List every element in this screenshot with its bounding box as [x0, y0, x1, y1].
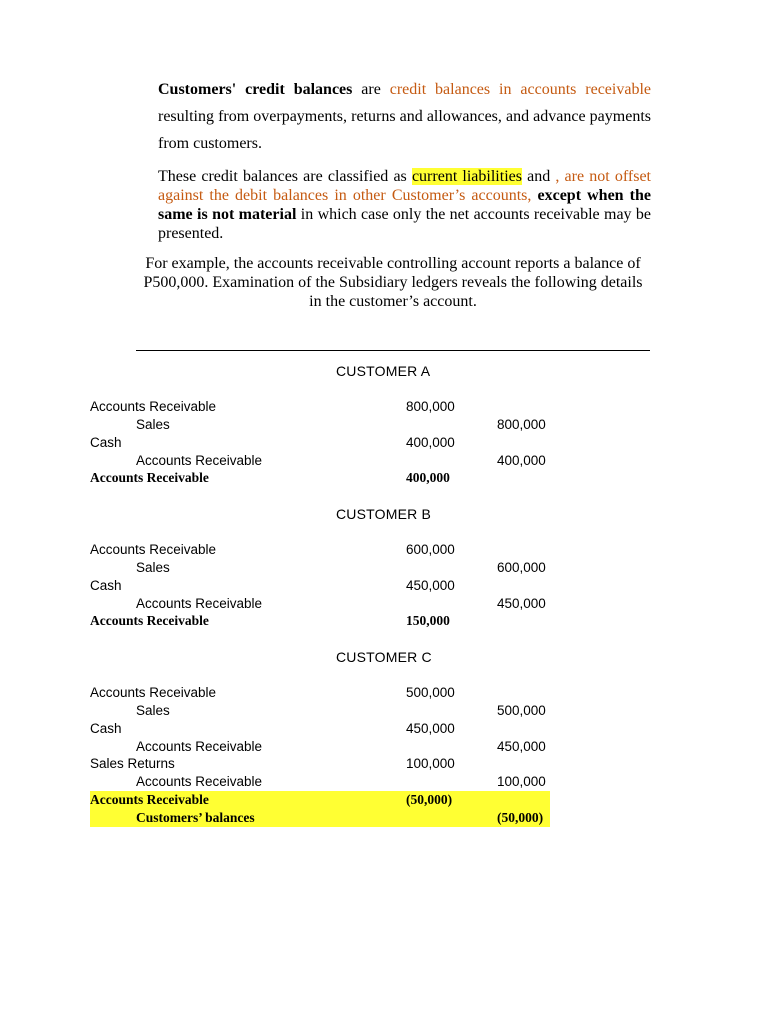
classification-paragraph	[158, 167, 651, 243]
intro-paragraph	[158, 76, 651, 157]
ledger-row	[90, 755, 550, 773]
ledger-row	[90, 720, 550, 738]
not-offset-text: , are not offset against the debit balances in other Customer’s accounts,	[158, 168, 651, 204]
credit-amount: 100,000	[497, 774, 546, 789]
current-liabilities-highlight: current liabilities	[411, 168, 522, 185]
example-paragraph: For example, the accounts receivable controlling account reports a balance of P500,000. Examination of the Subsidiary ledgers reveals the following details in the customer’s account.	[143, 255, 643, 310]
customer-c-heading: CUSTOMER C	[336, 649, 432, 665]
ledger-row	[90, 398, 550, 416]
account-label: Accounts Receivable	[90, 399, 217, 414]
account-label: Accounts Receivable	[136, 774, 263, 789]
ledger-row	[90, 738, 550, 756]
debit-amount: 600,000	[406, 542, 455, 557]
ledger-row	[90, 595, 550, 613]
account-label: Sales	[136, 417, 170, 432]
account-label: Accounts Receivable	[90, 542, 217, 557]
ledger-total-row-highlighted	[90, 791, 550, 809]
account-label: Customers’ balances	[136, 810, 255, 825]
debit-amount: 400,000	[406, 435, 455, 450]
class-except: except when the same is	[158, 187, 652, 223]
customers-balances-row-highlighted	[90, 809, 550, 827]
ledger-total-row	[90, 612, 550, 630]
credit-amount: 450,000	[497, 739, 546, 754]
customer-a-heading: CUSTOMER A	[336, 363, 431, 379]
debit-amount: 400,000	[406, 470, 450, 485]
ledger-row	[90, 559, 550, 577]
account-label: Sales	[136, 560, 170, 575]
account-label: Cash	[90, 435, 122, 450]
account-label: Accounts Receivable	[90, 792, 209, 807]
ledger-total-row	[90, 469, 550, 487]
not-material-text: not material	[212, 206, 297, 223]
ledger-row	[90, 452, 550, 470]
account-label: Cash	[90, 578, 122, 593]
credit-amount: 450,000	[497, 596, 546, 611]
ledger-row	[90, 577, 550, 595]
class-lead: These credit balances are classified as	[158, 168, 412, 185]
intro-connector: are	[352, 81, 390, 98]
account-label: Accounts Receivable	[136, 596, 263, 611]
ledger-row	[90, 684, 550, 702]
account-label: Sales	[136, 703, 170, 718]
ledger-row	[90, 773, 550, 791]
account-label: Accounts Receivable	[90, 470, 209, 485]
debit-amount: 100,000	[406, 756, 455, 771]
class-and: and	[521, 168, 556, 185]
customer-b-heading: CUSTOMER B	[336, 506, 432, 522]
account-label: Accounts Receivable	[136, 453, 263, 468]
credit-amount: 800,000	[497, 417, 546, 432]
class-rest: in which case only the net accounts receivable may be presented.	[158, 206, 652, 242]
definition-highlight: credit balances in accounts receivable	[389, 81, 651, 98]
debit-amount: 800,000	[406, 399, 455, 414]
ledger-row	[90, 434, 550, 452]
credit-amount: 400,000	[497, 453, 546, 468]
ledger-row	[90, 702, 550, 720]
account-label: Accounts Receivable	[136, 739, 263, 754]
debit-amount: 450,000	[406, 721, 455, 736]
debit-amount: (50,000)	[406, 792, 453, 807]
account-label: Accounts Receivable	[90, 613, 209, 628]
account-label: Accounts Receivable	[90, 685, 217, 700]
credit-amount: 500,000	[497, 703, 546, 718]
ledger-row	[90, 541, 550, 559]
ledger-row	[90, 416, 550, 434]
credit-amount: 600,000	[497, 560, 546, 575]
term-customers-credit-balances: Customers' credit balances	[158, 81, 353, 98]
debit-amount: 450,000	[406, 578, 455, 593]
debit-amount: 500,000	[406, 685, 455, 700]
divider-line	[136, 350, 650, 351]
account-label: Sales Returns	[90, 756, 175, 771]
debit-amount: 150,000	[406, 613, 450, 628]
account-label: Cash	[90, 721, 122, 736]
credit-amount: (50,000)	[497, 810, 544, 825]
intro-rest: resulting from overpayments, returns and allowances, and advance payments from customers.	[158, 108, 651, 152]
